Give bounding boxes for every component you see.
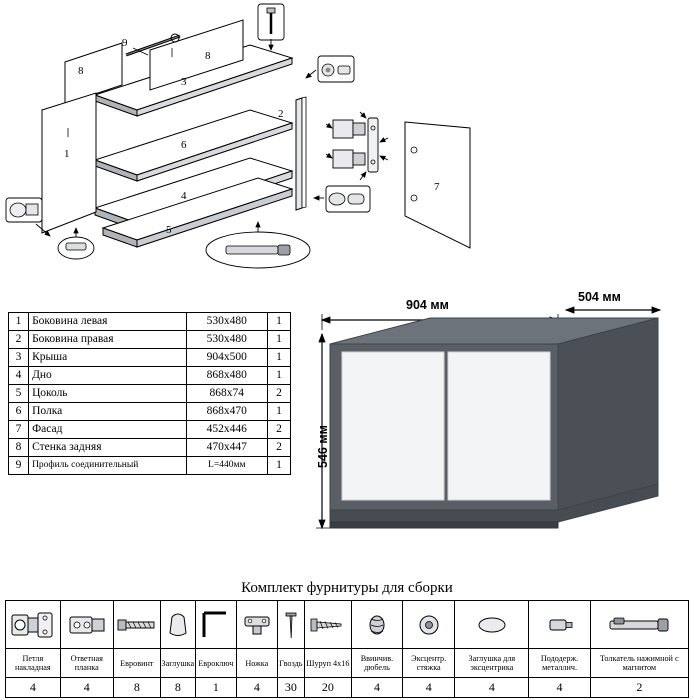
part-name: Профиль соединительный: [29, 457, 187, 475]
part-qty: 1: [267, 331, 290, 349]
cap-icon: [160, 601, 195, 649]
part-qty: 1: [267, 367, 290, 385]
part-size: 904х500: [186, 349, 267, 367]
hardware-qty: 1: [195, 678, 236, 698]
width-dimension-label: 904 мм: [406, 298, 449, 312]
hardware-name: Ответная планка: [60, 649, 113, 678]
table-row: [9, 439, 291, 457]
latch-bar-callout: [206, 222, 310, 268]
depth-dimension-label: 504 мм: [578, 290, 621, 304]
callout-2: 2: [278, 108, 284, 120]
callout-3: 3: [181, 76, 187, 88]
part-name: Стенка задняя: [29, 439, 187, 457]
euro-screw-icon: [113, 601, 160, 649]
part-name: Крыша: [29, 349, 187, 367]
hardware-kit-title: Комплект фурнитуры для сборки: [241, 580, 453, 596]
hinge-icon: [6, 601, 61, 649]
cam-lock-callout: [306, 56, 354, 82]
hardware-name: Гвоздь: [277, 649, 304, 678]
euro-screw-callout: [258, 4, 284, 50]
part-number: 6: [9, 403, 29, 421]
part-qty: 1: [267, 403, 290, 421]
table-row: [9, 349, 291, 367]
hardware-name: Ввинчив. дюбель: [351, 649, 402, 678]
hinge-plate-icon: [60, 601, 113, 649]
hardware-qty: 8: [160, 678, 195, 698]
table-row: [9, 457, 291, 475]
hardware-name: Заглушка: [160, 649, 195, 678]
part-number: 8: [9, 439, 29, 457]
callout-9: 9: [122, 37, 128, 49]
part-size: 452х446: [186, 421, 267, 439]
hardware-icon-row: [6, 601, 689, 649]
callout-8-left: 8: [78, 65, 84, 77]
part-name: Боковина правая: [29, 331, 187, 349]
hardware-name: Евроключ: [195, 649, 236, 678]
hardware-qty: 4: [455, 678, 529, 698]
cam-lock-icon: [403, 601, 455, 649]
table-row: [9, 421, 291, 439]
hardware-name: Ножка: [236, 649, 277, 678]
part-side-panel-right: [296, 97, 306, 210]
part-name: Цоколь: [29, 385, 187, 403]
push-latch-callout: [58, 228, 94, 259]
table-row: [9, 367, 291, 385]
screw-icon: [304, 601, 351, 649]
part-number: 4: [9, 367, 29, 385]
hardware-name-row: [6, 649, 689, 678]
push-latch-icon: [590, 601, 688, 649]
part-size: L=440мм: [186, 457, 267, 475]
part-number: 1: [9, 313, 29, 331]
part-qty: 2: [267, 385, 290, 403]
part-qty: 1: [267, 457, 290, 475]
table-row: [9, 385, 291, 403]
part-size: 470х447: [186, 439, 267, 457]
part-number: 9: [9, 457, 29, 475]
part-number: 5: [9, 385, 29, 403]
callout-6: 6: [181, 139, 187, 151]
table-row: [9, 313, 291, 331]
hardware-qty: 2: [590, 678, 688, 698]
dowel-icon: [351, 601, 402, 649]
hardware-name: Заглушка для эксцентрика: [455, 649, 529, 678]
leg-icon: [236, 601, 277, 649]
callout-1: 1: [64, 148, 70, 160]
hardware-qty: 4: [529, 678, 590, 698]
assembled-cabinet-drawing: [300, 288, 690, 556]
hardware-name: Толкатель нажимной с магнитом: [590, 649, 688, 678]
nail-icon: [277, 601, 304, 649]
cam-cap-icon: [455, 601, 529, 649]
hardware-qty: 20: [304, 678, 351, 698]
hardware-name: Шуруп 4х16: [304, 649, 351, 678]
hardware-qty: 8: [113, 678, 160, 698]
part-qty: 2: [267, 439, 290, 457]
part-name: Боковина левая: [29, 313, 187, 331]
dowel-callout: [314, 186, 370, 212]
hardware-qty: 4: [403, 678, 455, 698]
part-size: 868х480: [186, 367, 267, 385]
exploded-view-diagram: [0, 0, 694, 290]
callout-5: 5: [166, 224, 172, 236]
part-qty: 1: [267, 349, 290, 367]
part-size: 868х74: [186, 385, 267, 403]
callout-4: 4: [181, 190, 187, 202]
part-number: 2: [9, 331, 29, 349]
part-name: Фасад: [29, 421, 187, 439]
parts-list-table: [8, 312, 291, 475]
table-row: [9, 331, 291, 349]
part-size: 530х480: [186, 313, 267, 331]
hinge-assembly-icons: [326, 112, 388, 180]
part-qty: 2: [267, 421, 290, 439]
hardware-qty: 4: [236, 678, 277, 698]
callout-7: 7: [434, 181, 440, 193]
hardware-qty: 4: [60, 678, 113, 698]
hardware-qty: 4: [351, 678, 402, 698]
hardware-name: Пододерж. металлич.: [529, 649, 590, 678]
part-name: Дно: [29, 367, 187, 385]
part-side-panel-left: [42, 93, 96, 233]
hardware-name: Эксцентр. стяжка: [403, 649, 455, 678]
part-number: 3: [9, 349, 29, 367]
hardware-qty: 4: [6, 678, 61, 698]
hardware-name: Евровинт: [113, 649, 160, 678]
table-row: [9, 403, 291, 421]
part-size: 868х470: [186, 403, 267, 421]
part-qty: 1: [267, 313, 290, 331]
part-name: Полка: [29, 403, 187, 421]
shelf-support-icon: [529, 601, 590, 649]
hardware-qty-row: [6, 678, 689, 698]
hardware-kit-table: [5, 600, 689, 698]
part-number: 7: [9, 421, 29, 439]
height-dimension-label: 546 мм: [316, 425, 330, 468]
callout-8-right: 8: [205, 50, 211, 62]
hardware-name: Петля накладная: [6, 649, 61, 678]
euro-key-icon: [195, 601, 236, 649]
part-size: 530х480: [186, 331, 267, 349]
hardware-qty: 30: [277, 678, 304, 698]
